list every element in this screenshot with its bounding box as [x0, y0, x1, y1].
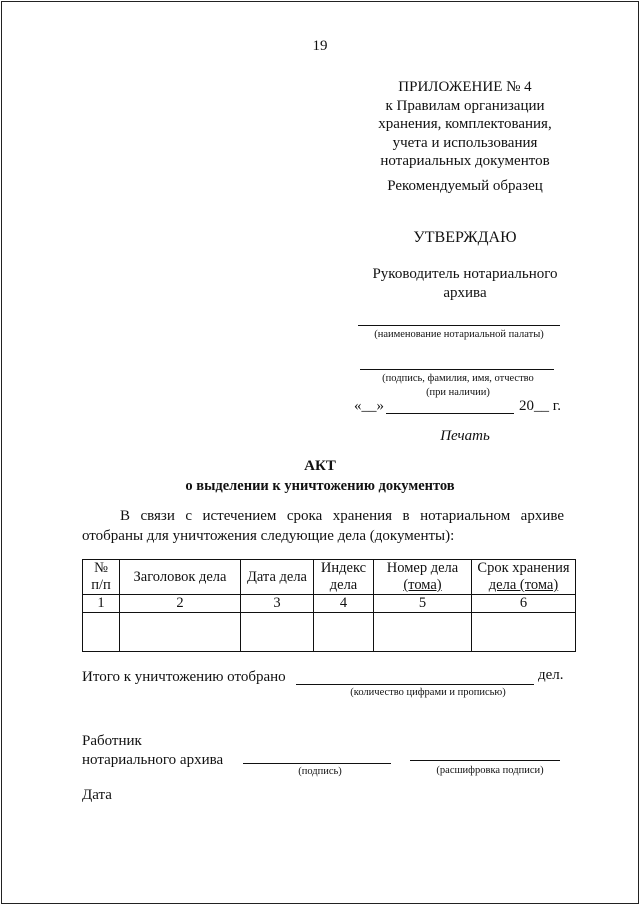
column-number-cell: 2 — [120, 595, 241, 613]
column-number-cell: 3 — [241, 595, 314, 613]
chamber-caption: (наименование нотариальной палаты) — [374, 329, 544, 340]
sample-label: Рекомендуемый образец — [387, 178, 543, 194]
appendix-block — [352, 78, 578, 171]
total-label: Итого к уничтожению отобрано — [82, 669, 286, 685]
archive-head-line: Руководитель нотариального — [372, 266, 558, 282]
total-caption: (количество цифрами и прописью) — [350, 687, 506, 698]
intro-line: отобраны для уничтожения следующие дела (документы): — [82, 528, 455, 544]
header-case-index: Индекс дела — [314, 560, 374, 595]
appendix-title: ПРИЛОЖЕНИЕ № 4 — [398, 79, 532, 95]
column-number-cell: 1 — [83, 595, 120, 613]
header-retention-period: Срок хранения дела (тома) — [472, 560, 576, 595]
header-case-date: Дата дела — [241, 560, 314, 595]
table-numbering-row — [83, 595, 576, 613]
signature-caption — [352, 372, 564, 400]
total-unit: дел. — [538, 667, 564, 683]
approval-word: УТВЕРЖДАЮ — [413, 229, 517, 246]
date-label: Дата — [82, 787, 112, 803]
seal-label: Печать — [440, 428, 490, 444]
signature-decode-line[interactable] — [410, 760, 560, 761]
worker-line: Работник — [82, 733, 142, 749]
page-number: 19 — [312, 38, 328, 54]
worker-line: нотариального архива — [82, 752, 224, 768]
signature-caption-line: (при наличии) — [426, 387, 490, 398]
table-cell[interactable] — [374, 613, 472, 652]
header-case-number: Номер дела (тома) — [374, 560, 472, 595]
act-subtitle: о выделении к уничтожению документов — [185, 478, 455, 494]
table-cell[interactable] — [120, 613, 241, 652]
total-amount-line[interactable] — [296, 684, 534, 685]
act-intro-paragraph — [82, 506, 564, 546]
date-year: 20__ г. — [519, 398, 561, 414]
worker-signature-caption: (подпись) — [298, 766, 342, 777]
signature-decode-caption: (расшифровка подписи) — [436, 765, 544, 776]
date-day: «__» — [354, 398, 384, 414]
worker-block — [82, 732, 223, 770]
date-month-line[interactable] — [386, 413, 514, 414]
appendix-line: нотариальных документов — [380, 153, 550, 169]
column-number-cell: 4 — [314, 595, 374, 613]
signature-caption-line: (подпись, фамилия, имя, отчество — [382, 373, 534, 384]
worker-signature-line[interactable] — [243, 763, 391, 764]
appendix-line: учета и использования — [392, 134, 538, 151]
table-cell[interactable] — [83, 613, 120, 652]
column-number-cell: 6 — [472, 595, 576, 613]
documents-table — [82, 559, 576, 652]
table-cell[interactable] — [314, 613, 374, 652]
chamber-name-line[interactable] — [358, 325, 560, 326]
intro-line: В связи с истечением срока хранения в нотариальном архиве — [120, 508, 564, 524]
appendix-line: к Правилам организации — [385, 97, 545, 114]
table-cell[interactable] — [472, 613, 576, 652]
act-title: АКТ — [304, 458, 336, 474]
table-header-row — [83, 560, 576, 595]
table-cell[interactable] — [241, 613, 314, 652]
column-number-cell: 5 — [374, 595, 472, 613]
archive-head-title — [352, 265, 578, 303]
table-row — [83, 613, 576, 652]
appendix-line: хранения, комплектования, — [378, 116, 552, 132]
header-case-title: Заголовок дела — [120, 560, 241, 595]
archive-head-line: архива — [443, 285, 487, 301]
header-number: № п/п — [83, 560, 120, 595]
signature-line[interactable] — [360, 369, 554, 370]
